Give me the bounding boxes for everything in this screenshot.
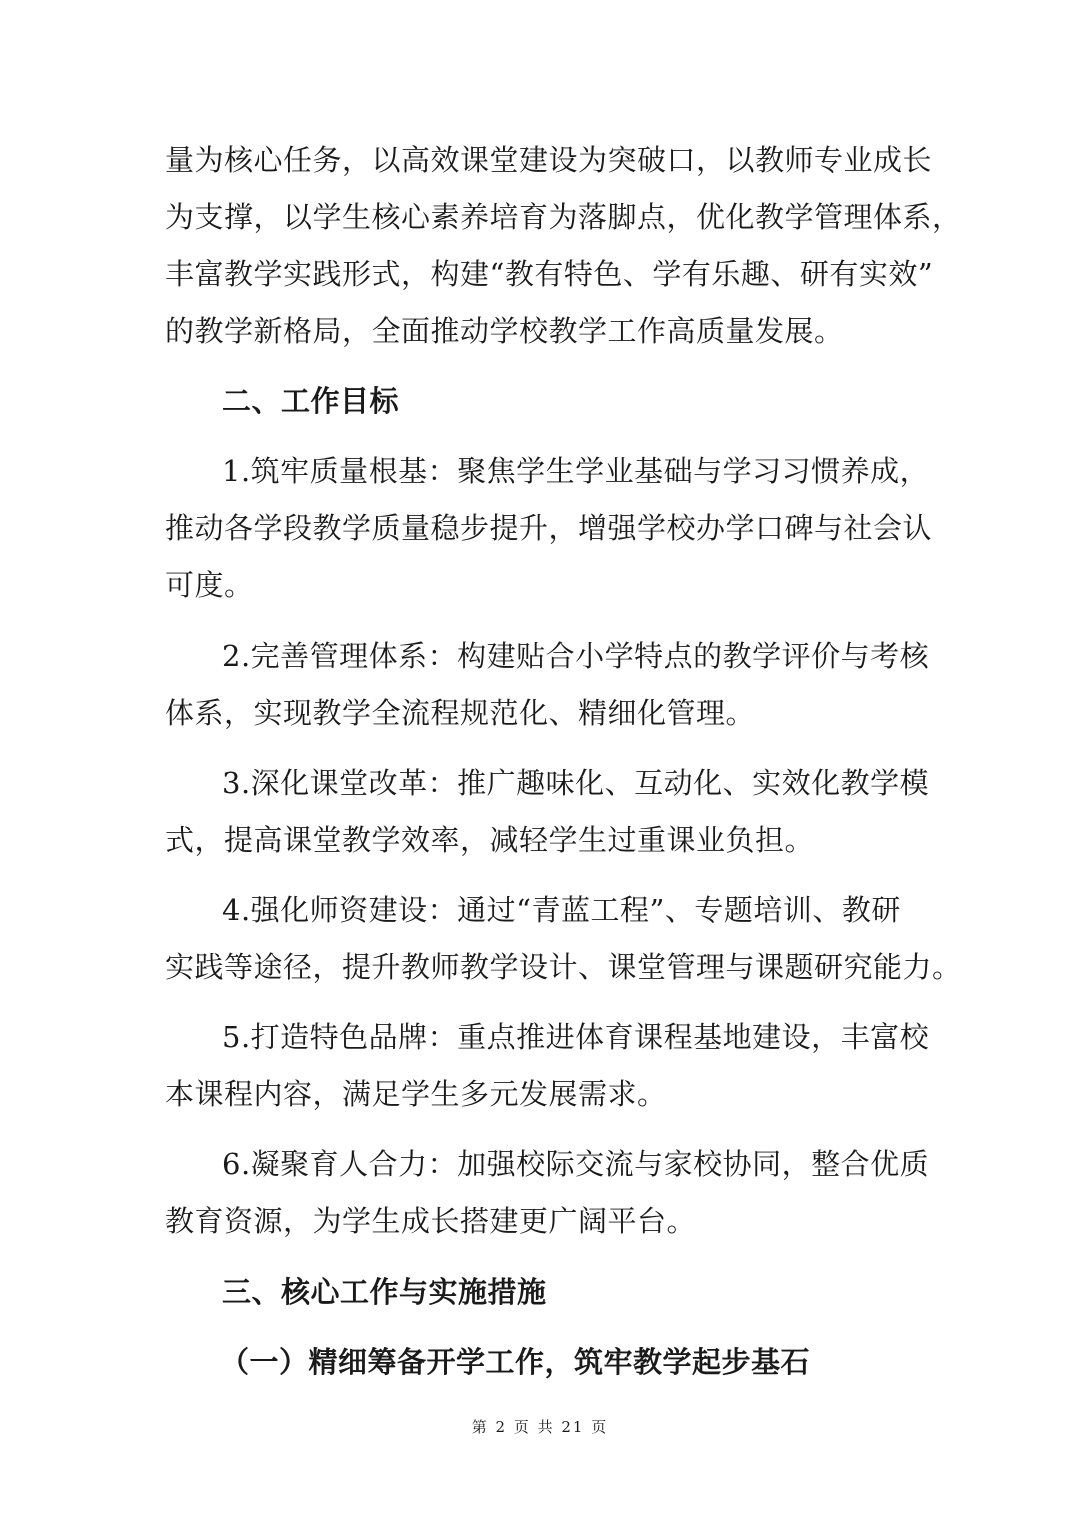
paragraph-line: 体系，实现教学全流程规范化、精细化管理。 <box>165 696 756 730</box>
paragraph-line: 5.打造特色品牌：重点推进体育课程基地建设，丰富校 <box>222 1020 930 1054</box>
paragraph-line: 教育资源，为学生成长搭建更广阔平台。 <box>165 1204 697 1238</box>
paragraph-line: 实践等途径，提升教师教学设计、课堂管理与课题研究能力。 <box>165 950 962 984</box>
paragraph-line: 2.完善管理体系：构建贴合小学特点的教学评价与考核 <box>222 639 930 673</box>
section-heading: 三、核心工作与实施措施 <box>222 1275 547 1309</box>
paragraph-line: 丰富教学实践形式，构建“教有特色、学有乐趣、研有实效” <box>165 257 934 291</box>
section-heading: 二、工作目标 <box>222 384 400 418</box>
paragraph-line: 量为核心任务，以高效课堂建设为突破口，以教师专业成长 <box>165 143 933 177</box>
paragraph-line: 可度。 <box>165 568 254 602</box>
subsection-heading: （一）精细筹备开学工作，筑牢教学起步基石 <box>220 1345 811 1379</box>
paragraph-line: 推动各学段教学质量稳步提升，增强学校办学口碑与社会认 <box>165 511 933 545</box>
paragraph-line: 1.筑牢质量根基：聚焦学生学业基础与学习习惯养成， <box>222 454 930 488</box>
page-number-footer: 第 2 页 共 21 页 <box>471 1418 609 1436</box>
paragraph-line: 为支撑，以学生核心素养培育为落脚点，优化教学管理体系， <box>165 200 962 234</box>
paragraph-line: 的教学新格局，全面推动学校教学工作高质量发展。 <box>165 314 844 348</box>
paragraph-line: 4.强化师资建设：通过“青蓝工程”、专题培训、教研 <box>222 893 901 927</box>
paragraph-line: 本课程内容，满足学生多元发展需求。 <box>165 1077 667 1111</box>
paragraph-line: 6.凝聚育人合力：加强校际交流与家校协同，整合优质 <box>222 1147 930 1181</box>
paragraph-line: 3.深化课堂改革：推广趣味化、互动化、实效化教学模 <box>222 766 930 800</box>
paragraph-line: 式，提高课堂教学效率，减轻学生过重课业负担。 <box>165 823 815 857</box>
